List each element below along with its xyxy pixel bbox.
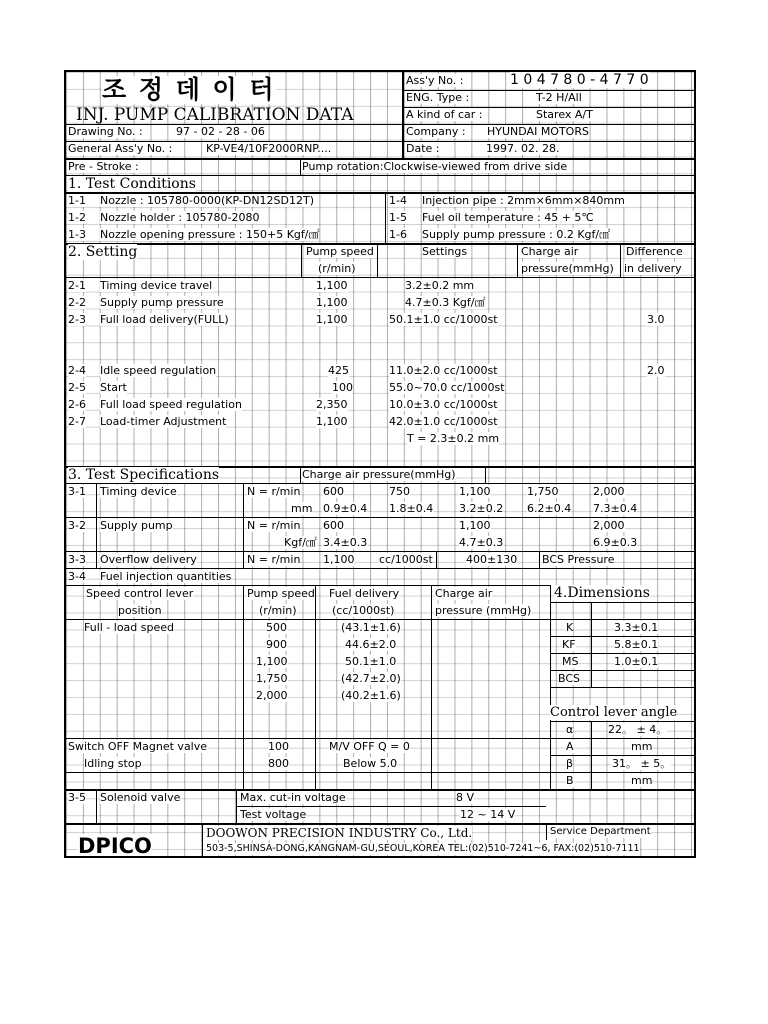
setting-col-charge: Charge air xyxy=(521,245,579,258)
eng-label: ENG. Type : xyxy=(406,91,470,104)
fuel-col-lever: Speed control lever xyxy=(86,587,194,600)
fuel-col-charge: Charge air xyxy=(435,587,493,600)
timing-speed: 750 xyxy=(389,485,410,498)
title-korean: 조 정 데 이 터 xyxy=(102,75,276,104)
drawing-label: Drawing No. : xyxy=(68,125,143,138)
setting-speed: 2,350 xyxy=(316,398,348,411)
company-address: 503-5,SHINSA-DONG,KANGNAM-GU,SEOUL,KOREA TEL:(02)510-7241~6, FAX:(02)510-7111 xyxy=(206,843,640,854)
setting-value: 55.0~70.0 cc/1000st xyxy=(389,381,505,394)
timing-speed: 1,100 xyxy=(459,485,491,498)
spec-no: 3-3 xyxy=(68,553,86,566)
timing-speed: 1,750 xyxy=(527,485,559,498)
fuel-col-lever2: position xyxy=(118,604,162,617)
setting-speed: 1,100 xyxy=(316,279,348,292)
condition-text: Nozzle opening pressure : 150+5 Kgf/㎠ xyxy=(100,228,320,241)
control-lever-heading: Control lever angle xyxy=(550,705,678,720)
dimension-value: 3.3±0.1 xyxy=(614,621,659,634)
test-conditions-heading: 1. Test Conditions xyxy=(68,176,196,192)
company-label: Company : xyxy=(406,125,466,138)
fuel-col-charge2: pressure (mmHg) xyxy=(435,604,532,617)
dimension-key: KF xyxy=(562,638,576,651)
general-assy-label: General Ass'y No. : xyxy=(68,142,173,155)
test-specs-heading: 3. Test Specifications xyxy=(68,467,220,483)
timing-value: 0.9±0.4 xyxy=(323,502,368,515)
fuel-speed: 1,750 xyxy=(256,672,288,685)
setting-value: 11.0±2.0 cc/1000st xyxy=(389,364,498,377)
overflow-speed: 1,100 xyxy=(323,553,355,566)
spec-no: 3-2 xyxy=(68,519,86,532)
timing-speed: 600 xyxy=(323,485,344,498)
switch-off-label: Switch OFF Magnet valve xyxy=(68,740,208,753)
timing-value: 6.2±0.4 xyxy=(527,502,572,515)
lever-value: 31。 ± 5。 xyxy=(612,757,672,770)
idling-stop-label: Idling stop xyxy=(84,757,142,770)
fuel-delivery: 50.1±1.0 xyxy=(345,655,397,668)
setting-speed: 1,100 xyxy=(316,296,348,309)
setting-speed: 100 xyxy=(332,381,353,394)
setting-col-speed: Pump speed xyxy=(306,245,374,258)
setting-speed: 425 xyxy=(328,364,349,377)
dimension-key: BCS xyxy=(558,672,581,685)
fuel-col-speed2: (r/min) xyxy=(259,604,297,617)
fuel-col-delivery: Fuel delivery xyxy=(329,587,400,600)
supply-speed: 600 xyxy=(323,519,344,532)
dimension-value: 1.0±0.1 xyxy=(614,655,659,668)
lever-key: B xyxy=(566,774,574,787)
setting-no: 2-5 xyxy=(68,381,86,394)
lever-value: mm xyxy=(631,774,653,787)
fuel-delivery: (42.7±2.0) xyxy=(341,672,401,685)
spec-name: Overflow delivery xyxy=(100,553,197,566)
setting-diff: 3.0 xyxy=(647,313,665,326)
condition-no: 1-4 xyxy=(389,194,407,207)
setting-no: 2-4 xyxy=(68,364,86,377)
car-label: A kind of car : xyxy=(406,108,483,121)
spec-unit-n: N = r/min xyxy=(247,519,301,532)
overflow-value: 400±130 xyxy=(466,553,518,566)
setting-name: Supply pump pressure xyxy=(100,296,224,309)
supply-value: 3.4±0.3 xyxy=(323,536,368,549)
setting-col-diff-unit: in delivery xyxy=(624,262,682,275)
switch-off-speed: 100 xyxy=(268,740,289,753)
supply-value: 4.7±0.3 xyxy=(459,536,504,549)
setting-col-diff: Difference xyxy=(626,245,683,258)
setting-col-speed-unit: (r/min) xyxy=(318,262,356,275)
prestroke-label: Pre - Stroke : xyxy=(68,160,139,173)
spec-name: Fuel injection quantities xyxy=(100,570,232,583)
condition-text: Supply pump pressure : 0.2 Kgf/㎠ xyxy=(422,228,611,241)
spec-no: 3-4 xyxy=(68,570,86,583)
lever-value: mm xyxy=(631,740,653,753)
spec-no: 3-1 xyxy=(68,485,86,498)
setting-name: Full load delivery(FULL) xyxy=(100,313,229,326)
setting-no: 2-3 xyxy=(68,313,86,326)
fuel-delivery: 44.6±2.0 xyxy=(345,638,397,651)
setting-col-settings: Settings xyxy=(422,245,468,258)
lever-key: β xyxy=(566,757,574,770)
dimension-key: K xyxy=(566,621,574,634)
lever-key: α xyxy=(566,723,574,736)
company-logo: DPICO xyxy=(78,834,152,858)
setting-value: 3.2±0.2 mm xyxy=(405,279,475,292)
overflow-unit: cc/1000st xyxy=(379,553,433,566)
dimension-value: 5.8±0.1 xyxy=(614,638,659,651)
setting-speed: 1,100 xyxy=(316,415,348,428)
spec-name: Timing device xyxy=(100,485,177,498)
test-voltage-value: 12 ~ 14 V xyxy=(460,808,516,821)
company-value: HYUNDAI MOTORS xyxy=(487,125,589,138)
setting-no: 2-6 xyxy=(68,398,86,411)
setting-name: Full load speed regulation xyxy=(100,398,242,411)
overflow-bcs: BCS Pressure xyxy=(542,553,615,566)
fuel-col-speed: Pump speed xyxy=(247,587,315,600)
idling-stop-speed: 800 xyxy=(268,757,289,770)
setting-heading: 2. Setting xyxy=(68,244,138,260)
setting-value: 4.7±0.3 Kgf/㎠ xyxy=(405,296,486,309)
test-voltage-label: Test voltage xyxy=(240,808,307,821)
setting-extra: T = 2.3±0.2 mm xyxy=(407,432,500,445)
setting-name: Load-timer Adjustment xyxy=(100,415,227,428)
lever-value: 22。 ± 4。 xyxy=(608,723,668,736)
assy-value: 1 0 4 7 8 0 - 4 7 7 0 xyxy=(510,72,649,88)
setting-no: 2-1 xyxy=(68,279,86,292)
calibration-sheet xyxy=(64,70,696,858)
condition-no: 1-5 xyxy=(389,211,407,224)
spec-unit-mm: mm xyxy=(291,502,313,515)
condition-text: Fuel oil temperature : 45 + 5℃ xyxy=(422,211,594,224)
supply-value: 6.9±0.3 xyxy=(593,536,638,549)
drawing-value: 97 - 02 - 28 - 06 xyxy=(176,125,265,138)
setting-name: Start xyxy=(100,381,127,394)
max-cutin-label: Max. cut-in voltage xyxy=(240,791,346,804)
fuel-speed: 500 xyxy=(266,621,287,634)
spec-name: Solenoid valve xyxy=(100,791,181,804)
condition-no: 1-2 xyxy=(68,211,86,224)
spec-unit-kgf: Kgf/㎠ xyxy=(284,536,317,549)
setting-no: 2-2 xyxy=(68,296,86,309)
condition-no: 1-1 xyxy=(68,194,86,207)
assy-label: Ass'y No. : xyxy=(406,74,464,87)
setting-value: 50.1±1.0 cc/1000st xyxy=(389,313,498,326)
service-department: Service Department xyxy=(550,826,651,837)
condition-text: Nozzle : 105780-0000(KP-DN12SD12T) xyxy=(100,194,315,207)
supply-speed: 2,000 xyxy=(593,519,625,532)
condition-text: Injection pipe : 2mm×6mm×840mm xyxy=(422,194,625,207)
setting-name: Idle speed regulation xyxy=(100,364,217,377)
fuel-delivery: (40.2±1.6) xyxy=(341,689,401,702)
timing-value: 7.3±0.4 xyxy=(593,502,638,515)
dimension-key: MS xyxy=(562,655,579,668)
title-english: INJ. PUMP CALIBRATION DATA xyxy=(76,105,354,125)
fuel-speed: 2,000 xyxy=(256,689,288,702)
fuel-speed: 1,100 xyxy=(256,655,288,668)
max-cutin-value: 8 V xyxy=(456,791,475,804)
setting-col-charge-unit: pressure(mmHg) xyxy=(521,262,614,275)
lever-key: A xyxy=(566,740,574,753)
condition-no: 1-6 xyxy=(389,228,407,241)
charge-air-label: Charge air pressure(mmHg) xyxy=(302,468,456,481)
pump-rotation: Pump rotation:Clockwise-viewed from drive side xyxy=(302,160,568,173)
timing-speed: 2,000 xyxy=(593,485,625,498)
car-value: Starex A/T xyxy=(536,108,593,121)
fuel-col-delivery2: (cc/1000st) xyxy=(332,604,395,617)
full-load-label: Full - load speed xyxy=(84,621,175,634)
setting-diff: 2.0 xyxy=(647,364,665,377)
spec-name: Supply pump xyxy=(100,519,173,532)
setting-name: Timing device travel xyxy=(100,279,213,292)
condition-text: Nozzle holder : 105780-2080 xyxy=(100,211,260,224)
setting-no: 2-7 xyxy=(68,415,86,428)
eng-value: T-2 H/All xyxy=(536,91,582,104)
spec-unit-n: N = r/min xyxy=(247,485,301,498)
setting-value: 42.0±1.0 cc/1000st xyxy=(389,415,498,428)
spec-no: 3-5 xyxy=(68,791,86,804)
company-name: DOOWON PRECISION INDUSTRY Co., Ltd. xyxy=(206,826,473,840)
timing-value: 1.8±0.4 xyxy=(389,502,434,515)
setting-speed: 1,100 xyxy=(316,313,348,326)
fuel-delivery: (43.1±1.6) xyxy=(341,621,401,634)
general-assy-value: KP-VE4/10F2000RNP.... xyxy=(206,142,332,155)
spec-unit-n: N = r/min xyxy=(247,553,301,566)
fuel-speed: 900 xyxy=(266,638,287,651)
dimensions-heading: 4.Dimensions xyxy=(554,585,650,601)
date-label: Date : xyxy=(406,142,440,155)
condition-no: 1-3 xyxy=(68,228,86,241)
date-value: 1997. 02. 28. xyxy=(486,142,560,155)
idling-stop-value: Below 5.0 xyxy=(343,757,398,770)
timing-value: 3.2±0.2 xyxy=(459,502,504,515)
supply-speed: 1,100 xyxy=(459,519,491,532)
setting-value: 10.0±3.0 cc/1000st xyxy=(389,398,498,411)
switch-off-value: M/V OFF Q = 0 xyxy=(329,740,410,753)
